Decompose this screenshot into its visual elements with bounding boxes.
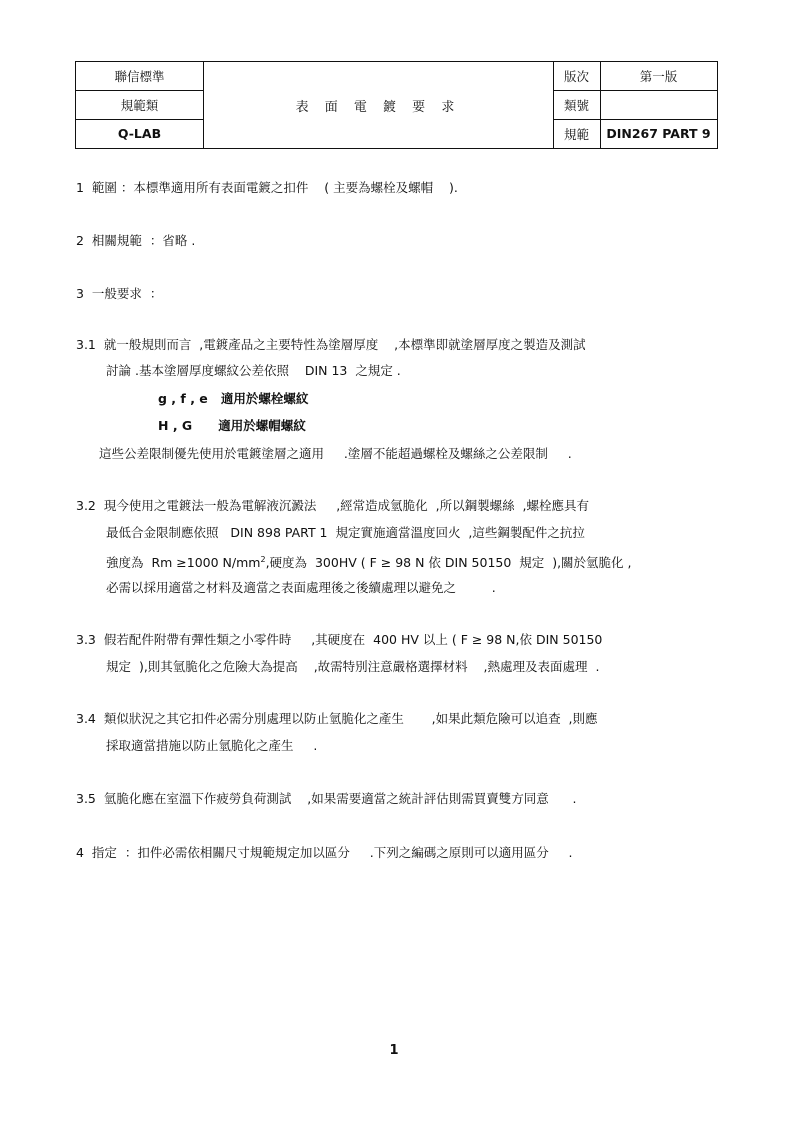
- section-3-4-line-1: 3.4 類似狀況之其它扣件必需分別處理以防止氫脆化之產生 ,如果此類危險可以追查 ,則應: [76, 711, 598, 726]
- section-3-5: 3.5 氫脆化應在室溫下作疲勞負荷測試 ,如果需要適當之統計評估則需買賣雙方同意 .: [76, 791, 577, 806]
- section-3-3-line-2: 規定 ),則其氫脆化之危險大為提高 ,故需特別注意嚴格選擇材料 ,熱處理及表面處理 .: [106, 659, 600, 674]
- section-3-1-line-2: 討論 .基本塗層厚度螺紋公差依照 DIN 13 之規定 .: [106, 363, 401, 378]
- section-3-2-line-3: [106, 552, 632, 571]
- section-3-2-line-2: 最低合金限制應依照 DIN 898 PART 1 規定實施適當溫度回火 ,這些鋼製配件之抗拉: [106, 525, 585, 540]
- lab-name: Q-LAB: [117, 126, 162, 141]
- org-name: 聯信標準: [114, 69, 165, 84]
- edition-label: 版次: [563, 69, 589, 84]
- header-table: [75, 61, 718, 149]
- section-3-4-line-2: 採取適當措施以防止氫脆化之產生 .: [106, 738, 318, 753]
- spec-category: 規範類: [120, 97, 159, 113]
- bolt-tolerance-line: g , f , e 適用於螺栓螺紋: [158, 391, 309, 406]
- nut-tolerance-line: H , G 適用於螺帽螺紋: [158, 418, 306, 433]
- section-3-1-line-1: 3.1 就一般規則而言 ,電鍍產品之主要特性為塗層厚度 ,本標準即就塗層厚度之製造及測試: [76, 337, 586, 352]
- hardness-text: ,硬度為 300HV ( F ≥ 98 N 依 DIN 50150 規定 ),關於氫脆化 ,: [265, 555, 632, 571]
- section-1: 1 範圍 ：本標準適用所有表面電鍍之扣件 ( 主要為螺栓及螺帽 ).: [76, 180, 458, 195]
- section-3-2-line-1: 3.2 現今使用之電鍍法一般為電解液沉澱法 ,經常造成氫脆化 ,所以鋼製螺絲 ,螺栓應具有: [76, 498, 590, 513]
- section-3-1-line-5: 這些公差限制優先使用於電鍍塗層之適用 .塗層不能超過螺栓及螺絲之公差限制 .: [99, 446, 572, 461]
- section-4: 4 指定 ：扣件必需依相關尺寸規範規定加以區分 .下列之編碼之原則可以適用區分 .: [76, 845, 573, 860]
- class-no-label: 類號: [563, 97, 589, 113]
- section-2: 2 相關規範 ：省略 .: [76, 233, 196, 248]
- document-title: 表 面 電 鍍 要 求: [295, 99, 461, 115]
- section-3-2-line-4: 必需以採用適當之材料及適當之表面處理後之後續處理以避免之 .: [106, 580, 496, 595]
- strength-text: 強度為 Rm ≥1000 N/mm: [106, 555, 261, 571]
- spec-value: DIN267 PART 9: [606, 126, 711, 141]
- section-3: 3 一般要求 ：: [76, 286, 163, 301]
- page-number: 1: [389, 1043, 399, 1058]
- edition-value: 第一版: [639, 69, 678, 84]
- spec-label: 規範: [563, 126, 589, 142]
- superscript-2: 2: [260, 555, 266, 564]
- class-no-value: [600, 90, 717, 119]
- section-3-3-line-1: 3.3 假若配件附帶有彈性類之小零件時 ,其硬度在 400 HV 以上 ( F ≥ 98 N,依 DIN 50150: [76, 632, 603, 647]
